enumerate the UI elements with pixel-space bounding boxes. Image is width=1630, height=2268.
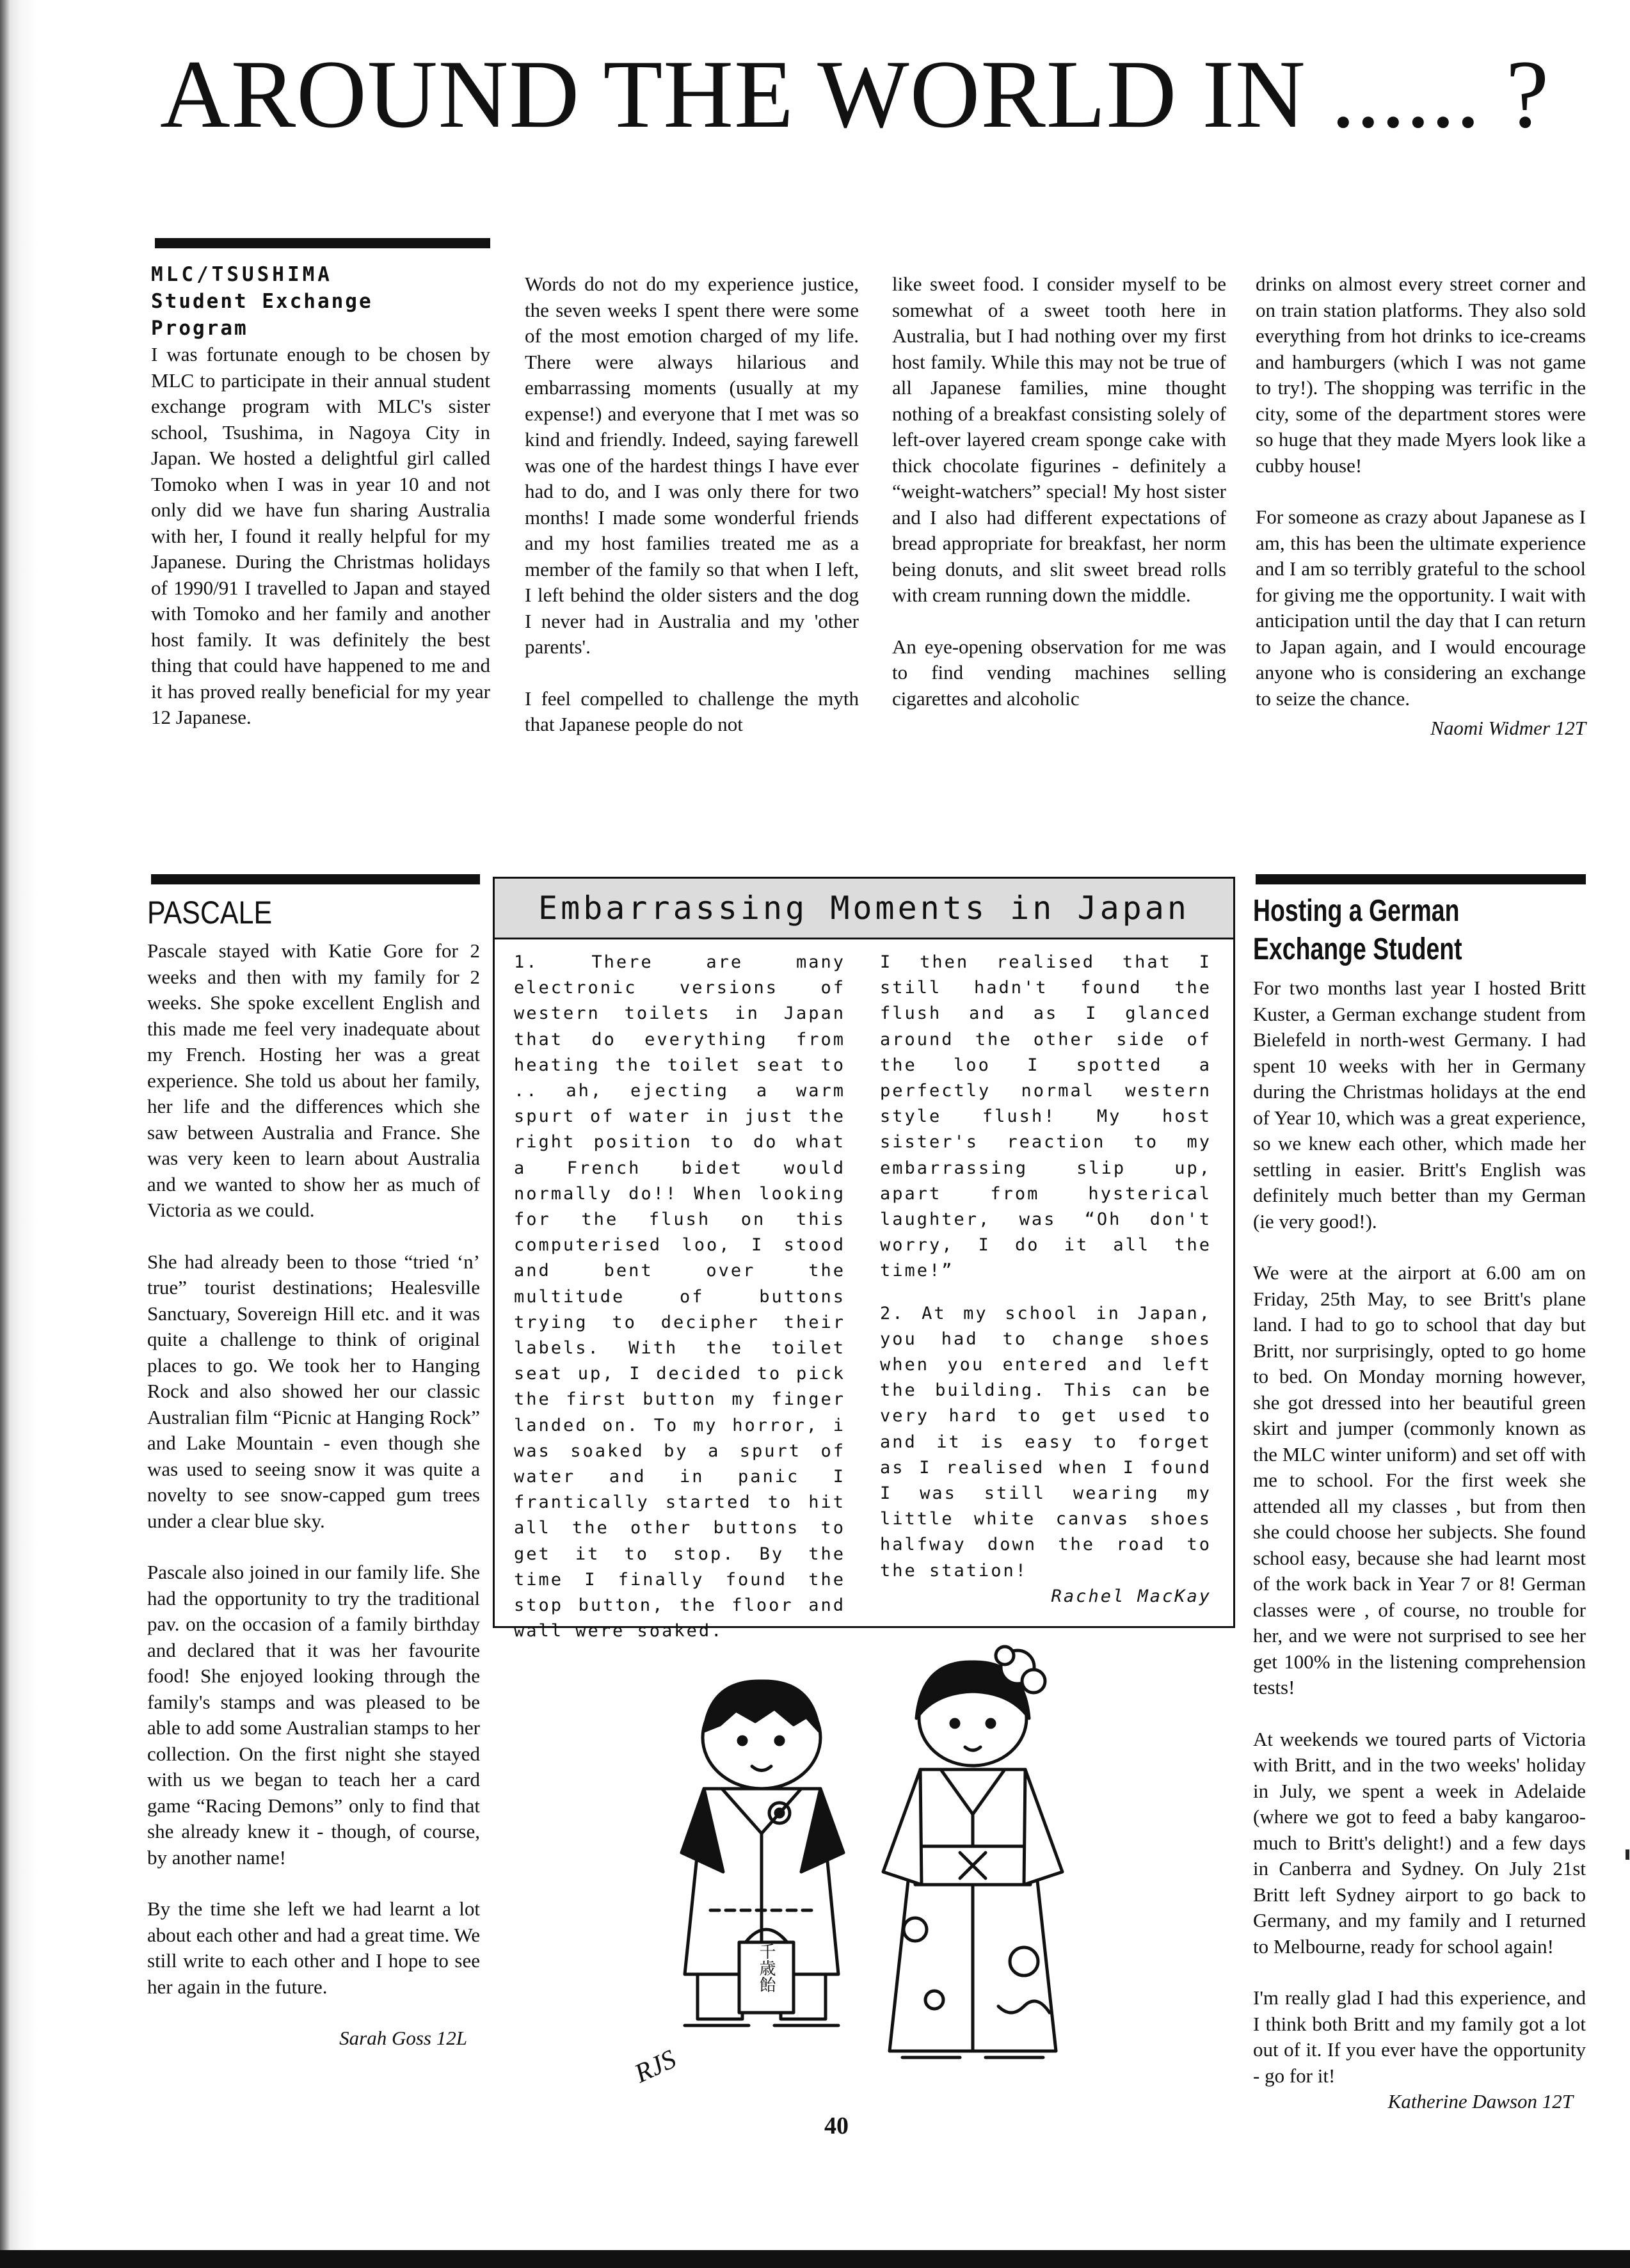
section-rule — [155, 238, 490, 248]
boy-figure — [682, 1681, 843, 2025]
tsushima-column-1 — [151, 238, 490, 731]
embarrassing-moments-column — [514, 950, 845, 1661]
page-number: 40 — [824, 2112, 849, 2139]
german-heading-line: Hosting a German — [1253, 894, 1460, 928]
section-rule — [1256, 874, 1586, 884]
pascale-signature: Sarah Goss 12L — [339, 2027, 467, 2049]
pascale-paragraph: Pascale stayed with Katie Gore for 2 weeks and then with my family for 2 weeks. She spoke excellent English and this made me feel very inadequate about my French. Hosting her was a great experience. She told us about her family, her life and the differences which she saw between Australia and France. She was very keen to learn about Australia and we wanted to show her as much of Victoria as we could. — [147, 939, 480, 1221]
story-paragraph: I then realised that I still hadn't found the flush and as I glanced around the other side of the loo I spotted a perfectly normal western style flush! My host sister's reaction to my embarrassing slip up, apart from hysterical laughter, was “Oh don't worry, I do it all the time!” — [880, 952, 1211, 1281]
margin-mark — [1626, 1849, 1629, 1860]
tsushima-paragraph: An eye-opening observation for me was to find vending machines selling cigarettes and alcoholic — [892, 635, 1226, 710]
embarrassing-moments-title: Embarrassing Moments in Japan — [538, 890, 1190, 927]
german-paragraph: For two months last year I hosted Britt Kuster, a German exchange student from Bielefeld in north-west Germany. I had spent 10 weeks with her in Germany during the Christmas holidays at the end of Year 10, which was a great experience, so we knew each other, which made her settling in easier. Britt's English was definitely much better than my German (ie very good!). — [1253, 977, 1586, 1233]
german-paragraph: We were at the airport at 6.00 am on Friday, 25th May, to see Britt's plane land. I had to go to school that day but Britt, nor surprisingly, opted to go home to bed. On Monday morning however, she got dressed into her beautiful green skirt and jumper (commonly known as the MLC winter uniform) and set off with me to school. For the first week she attended all my classes , but from then she could choose her subjects. She found school easy, because she had learnt most of the work back in Year 7 or 8! German classes were , of course, no trouble for her, and we were not surprised to see her get 100% in the listening comprehension tests! — [1253, 1261, 1586, 1698]
tsushima-paragraph: drinks on almost every street corner and on train station platforms. They also sold everything from hot drinks to ice-creams and hamburgers (which I was not game to try!). The shopping was terrific in the city, some of the department stores were so huge that they made Myers look like a cubby house! — [1256, 273, 1586, 477]
german-signature: Katherine Dawson 12T — [1387, 2090, 1573, 2112]
embarrassing-moments-box — [493, 877, 1235, 1641]
kimono-children-illustration — [614, 1641, 1139, 2121]
embarrassing-moments-header — [495, 879, 1233, 939]
tsushima-heading-line: Student Exchange — [151, 290, 373, 313]
story-paragraph: 2. At my school in Japan, you had to change shoes when you entered and left the building. This can be very hard to get used to and it is easy to forget as I realised when I found I was still wearing my little white canvas shoes halfway down the road to the station! — [880, 1303, 1211, 1581]
tsushima-paragraph: For someone as crazy about Japanese as I am, this has been the ultimate experience and I am so terribly grateful to the school for giving me the opportunity. I wait with anticipation until the day that I can return to Japan again, and I would encourage anyone who is considering an exchange to seize the chance. — [1256, 506, 1586, 710]
section-rule — [151, 874, 480, 884]
german-paragraph: I'm really glad I had this experience, and I think both Britt and my family got a lot out of it. If you ever have the opportunity - go for it! — [1253, 1986, 1586, 2087]
girl-figure — [883, 1647, 1062, 2057]
page-binding-edge — [0, 0, 77, 2268]
artist-initials: RJS — [630, 2044, 681, 2089]
page-bottom-edge — [0, 2250, 1630, 2268]
german-paragraph: At weekends we toured parts of Victoria with Britt, and in the two weeks' holiday in July, we spent a week in Adelaide (where we got to feed a baby kangaroo- much to Britt's delight!) and a few days in Canberra and Sydney. On July 21st Britt left Sydney airport to go back to Germany, and my family and I returned to Melbourne, ready for school again! — [1253, 1727, 1586, 1958]
embarrassing-moments-column — [880, 950, 1211, 1661]
tsushima-heading-line: Program — [151, 317, 248, 340]
embarrassing-moments-signature: Rachel MacKay — [1051, 1586, 1211, 1606]
german-heading — [1253, 892, 1572, 969]
story-paragraph: 1. There are many electronic versions of western toilets in Japan that do everything from heating the toilet seat to .. ah, ejecting a warm spurt of water in just the right position to do what a French bidet would normally do!! When looking for the flush on this computerised loo, I stood and bent over the multitude of buttons trying to decipher their labels. With the toilet seat up, I decided to pick the first button my finger landed on. To my horror, i was soaked by a spurt of water and in panic I frantically started to hit all the other buttons to get it to stop. By the time I finally found the stop button, the floor and wall were soaked. — [514, 952, 845, 1641]
embarrassing-moments-columns — [495, 939, 1233, 1661]
tsushima-paragraph: like sweet food. I consider myself to be somewhat of a sweet tooth here in Australia, but I had nothing over my first host family. While this may not be true of all Japanese families, mine thought nothing of a breakfast consisting solely of left-over layered cream sponge cake with thick chocolate figurines - definitely a “weight-watchers” special! My host sister and I also had different expectations of bread appropriate for breakfast, her norm being donuts, and slit sweet bread rolls with cream running down the middle. — [892, 273, 1226, 606]
pascale-paragraph: She had already been to those “tried ‘n’ true” tourist destinations; Healesville Sanctuary, Sovereign Hill etc. and it was quite a challenge to think of original places to go. We took her to Hanging Rock and also showed her our classic Australian film “Picnic at Hanging Rock” and Lake Mountain - even though she was used to seeing snow it was quite a novelty to see snow-capped gum trees under a clear blue sky. — [147, 1250, 480, 1532]
tsushima-paragraph: Words do not do my experience justice, the seven weeks I spent there were some of the most emotion charged of my life. There were always hilarious and embarrassing moments (usually at my expense!) and everyone that I met was so kind and friendly. Indeed, saying farewell was one of the hardest things I have ever had to do, and I was only there for two months! I made some wonderful friends and my host families treated me as a member of the family so that when I left, I left behind the older sisters and the dog I never had in Australia and my 'other parents'. — [525, 273, 859, 658]
tsushima-paragraph: I was fortunate enough to be chosen by MLC to participate in their annual student exchange program with MLC's sister school, Tsushima, in Nagoya City in Japan. We hosted a delightful girl called Tomoko when I was in year 10 and not only did we have fun sharing Australia with her, I found it really helpful for my Japanese. During the Christmas holidays of 1990/91 I travelled to Japan and stayed with Tomoko and her family and another host family. It was definitely the best thing that could have happened to me and it has proved really beneficial for my year 12 Japanese. — [151, 343, 490, 728]
pascale-article — [147, 874, 480, 2051]
pascale-paragraph: By the time she left we had learnt a lot about each other and had a great time. We still write to each other and I hope to see her again in the future. — [147, 1897, 480, 1998]
tsushima-heading — [151, 261, 490, 342]
tsushima-paragraph: I feel compelled to challenge the myth that Japanese people do not — [525, 687, 859, 735]
tsushima-signature: Naomi Widmer 12T — [1430, 717, 1586, 739]
pascale-paragraph: Pascale also joined in our family life. She had the opportunity to try the traditional pav. on the occasion of a family birthday and declared that it was her favourite food! She enjoyed looking through the family's stamps and was pleased to be able to add some Australian stamps to her collection. On the first night she stayed with us we began to teach her a card game “Racing Demons” only to find that she already knew it - though, of course, by another name! — [147, 1561, 480, 1869]
german-article — [1253, 874, 1586, 2114]
tsushima-column-2 — [525, 271, 859, 738]
tsushima-heading-line: MLC/TSUSHIMA — [151, 263, 333, 286]
german-heading-line: Exchange Student — [1253, 932, 1462, 966]
tsushima-column-3 — [892, 271, 1226, 712]
pascale-heading: PASCALE — [147, 895, 273, 930]
tsushima-column-4 — [1256, 271, 1586, 741]
bag-banner-text: 千歳飴 — [756, 1943, 776, 1993]
page-title: AROUND THE WORLD IN ...... ? — [160, 40, 1550, 148]
